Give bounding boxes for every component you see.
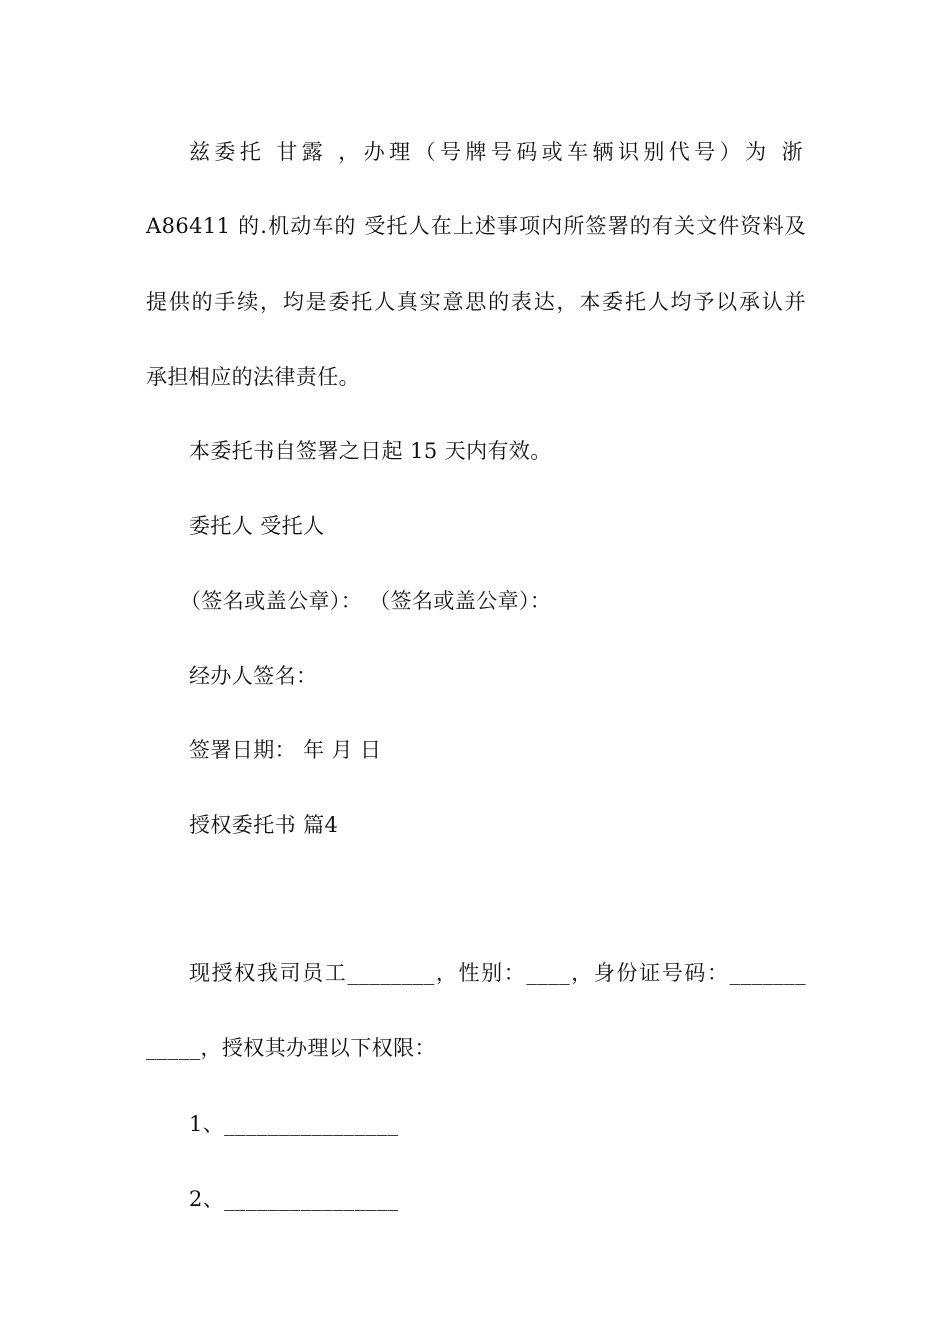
parties-text: 委托人 受托人	[189, 514, 325, 538]
validity-text: 本委托书自签署之日起 15 天内有效。	[189, 439, 552, 463]
paragraph1-line3: 提供的手续，均是委托人真实意思的表达，本委托人均予以承认并	[146, 290, 806, 314]
paragraph1-line4: 承担相应的法律责任。	[146, 365, 360, 389]
handler-signature: 经办人签名：	[189, 664, 318, 688]
paragraph2-line2: _____，授权其办理以下权限：	[146, 1036, 436, 1060]
paragraph1-line2: A86411 的.机动车的 受托人在上述事项内所签署的有关文件资料及	[146, 214, 806, 238]
list-item: 1、________________	[189, 1112, 399, 1136]
section-title: 授权委托书 篇4	[189, 813, 339, 837]
sign-date: 签署日期： 年 月 日	[189, 738, 382, 762]
signature-note: （签名或盖公章）： （签名或盖公章）：	[180, 589, 552, 613]
paragraph1-line1: 兹委托 甘露 ，办理（号牌号码或车辆识别代号）为 浙	[189, 140, 803, 164]
paragraph2-line1: 现授权我司员工________，性别：____，身份证号码：_______	[189, 961, 806, 985]
list-item: 2、________________	[189, 1187, 399, 1211]
